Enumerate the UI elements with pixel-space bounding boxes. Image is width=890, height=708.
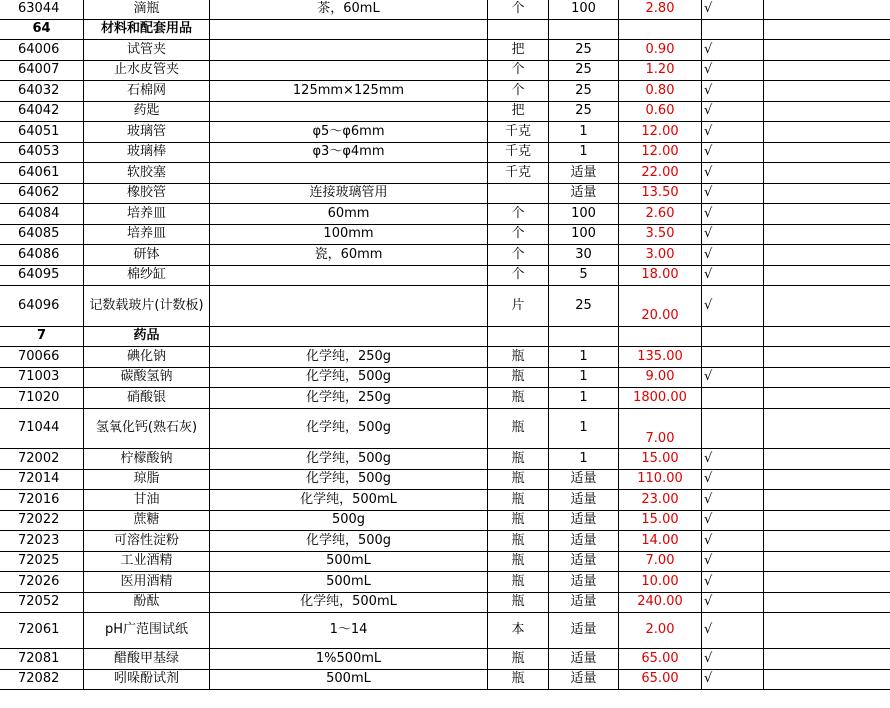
table-row <box>0 449 890 470</box>
item-name-cell: 棉纱缸 <box>84 266 210 286</box>
item-name-cell: pH广范围试纸 <box>84 613 210 648</box>
item-name-cell: 琼脂 <box>84 470 210 490</box>
item-price-cell: 0.80 <box>619 81 702 101</box>
table-row <box>0 266 890 287</box>
item-name-cell: 酚酞 <box>84 593 210 613</box>
table-row <box>0 368 890 389</box>
item-code-cell: 72023 <box>0 531 84 551</box>
item-code-cell: 70066 <box>0 347 84 367</box>
item-spec-cell <box>210 266 488 286</box>
item-unit-cell: 个 <box>488 81 549 101</box>
empty-cell <box>764 225 890 245</box>
item-unit-cell: 千克 <box>488 122 549 142</box>
item-price-cell: 14.00 <box>619 531 702 551</box>
item-check-cell: √ <box>702 368 764 388</box>
item-spec-cell: 化学纯，500mL <box>210 593 488 613</box>
item-unit-cell: 把 <box>488 102 549 122</box>
item-check-cell: √ <box>702 670 764 690</box>
item-price-cell: 240.00 <box>619 593 702 613</box>
empty-cell <box>764 266 890 286</box>
item-unit-cell: 瓶 <box>488 593 549 613</box>
item-name-cell: 玻璃管 <box>84 122 210 142</box>
item-name-cell: 氢氧化钙(熟石灰) <box>84 409 210 449</box>
empty-cell <box>764 552 890 572</box>
item-name-cell: 硝酸银 <box>84 388 210 408</box>
item-unit-cell: 千克 <box>488 143 549 163</box>
item-qty-cell: 适量 <box>549 552 619 572</box>
table-row <box>0 613 890 649</box>
item-name-cell: 石棉网 <box>84 81 210 101</box>
item-unit-cell: 瓶 <box>488 409 549 449</box>
empty-cell <box>764 531 890 551</box>
table-row <box>0 531 890 552</box>
table-row <box>0 409 890 450</box>
item-code-cell: 71044 <box>0 409 84 449</box>
item-name-cell: 研钵 <box>84 245 210 265</box>
item-unit-cell: 瓶 <box>488 368 549 388</box>
item-unit-cell: 个 <box>488 245 549 265</box>
item-code-cell: 72016 <box>0 490 84 510</box>
item-name-cell: 试管夹 <box>84 40 210 60</box>
item-qty-cell: 5 <box>549 266 619 286</box>
item-check-cell: √ <box>702 572 764 592</box>
item-spec-cell: 500g <box>210 511 488 531</box>
item-check-cell: √ <box>702 552 764 572</box>
item-qty-cell: 100 <box>549 225 619 245</box>
item-code-cell: 64042 <box>0 102 84 122</box>
item-name-cell: 记数载玻片(计数板) <box>84 286 210 326</box>
item-unit-cell: 个 <box>488 0 549 19</box>
empty-cell <box>764 245 890 265</box>
table-row <box>0 245 890 266</box>
category-row <box>0 327 890 348</box>
item-name-cell: 培养皿 <box>84 225 210 245</box>
item-spec-cell <box>210 20 488 40</box>
table-row <box>0 163 890 184</box>
item-code-cell: 63044 <box>0 0 84 19</box>
item-unit-cell: 个 <box>488 266 549 286</box>
empty-cell <box>764 0 890 19</box>
item-code-cell: 7 <box>0 327 84 347</box>
item-spec-cell: 化学纯，500g <box>210 449 488 469</box>
table-row <box>0 470 890 491</box>
empty-cell <box>764 163 890 183</box>
item-check-cell: √ <box>702 490 764 510</box>
item-code-cell: 64 <box>0 20 84 40</box>
item-price-cell: 22.00 <box>619 163 702 183</box>
item-price-cell: 110.00 <box>619 470 702 490</box>
item-name-cell: 医用酒精 <box>84 572 210 592</box>
item-qty-cell: 适量 <box>549 572 619 592</box>
table-row <box>0 511 890 532</box>
empty-cell <box>764 613 890 648</box>
item-code-cell: 71003 <box>0 368 84 388</box>
item-unit-cell: 个 <box>488 204 549 224</box>
item-qty-cell: 适量 <box>549 613 619 648</box>
item-name-cell: 甘油 <box>84 490 210 510</box>
item-check-cell <box>702 409 764 449</box>
item-unit-cell: 片 <box>488 286 549 326</box>
item-name-cell: 玻璃棒 <box>84 143 210 163</box>
table-row <box>0 388 890 409</box>
table-row <box>0 490 890 511</box>
table-row <box>0 225 890 246</box>
item-check-cell: √ <box>702 593 764 613</box>
item-name-cell: 吲哚酚试剂 <box>84 670 210 690</box>
item-price-cell: 7.00 <box>619 552 702 572</box>
item-check-cell: √ <box>702 102 764 122</box>
item-name-cell: 药品 <box>84 327 210 347</box>
item-unit-cell: 把 <box>488 40 549 60</box>
table-row <box>0 40 890 61</box>
item-qty-cell: 适量 <box>549 470 619 490</box>
empty-cell <box>764 40 890 60</box>
table-row <box>0 143 890 164</box>
item-price-cell: 18.00 <box>619 266 702 286</box>
empty-cell <box>764 20 890 40</box>
item-code-cell: 64096 <box>0 286 84 326</box>
item-check-cell: √ <box>702 531 764 551</box>
item-qty-cell: 100 <box>549 0 619 19</box>
table-row <box>0 286 890 327</box>
item-qty-cell <box>549 20 619 40</box>
item-name-cell: 工业酒精 <box>84 552 210 572</box>
item-price-cell: 7.00 <box>619 409 702 449</box>
empty-cell <box>764 368 890 388</box>
item-price-cell: 0.60 <box>619 102 702 122</box>
table-row <box>0 122 890 143</box>
item-spec-cell: 化学纯，500mL <box>210 490 488 510</box>
item-qty-cell <box>549 327 619 347</box>
empty-cell <box>764 593 890 613</box>
item-code-cell: 64061 <box>0 163 84 183</box>
item-price-cell: 135.00 <box>619 347 702 367</box>
item-qty-cell: 适量 <box>549 670 619 690</box>
item-name-cell: 材料和配套用品 <box>84 20 210 40</box>
item-code-cell: 72026 <box>0 572 84 592</box>
item-spec-cell: 化学纯，250g <box>210 347 488 367</box>
item-code-cell: 72082 <box>0 670 84 690</box>
item-spec-cell <box>210 40 488 60</box>
table-row <box>0 61 890 82</box>
empty-cell <box>764 184 890 204</box>
category-row <box>0 20 890 41</box>
item-check-cell: √ <box>702 449 764 469</box>
item-spec-cell: 化学纯，500g <box>210 368 488 388</box>
item-check-cell: √ <box>702 81 764 101</box>
item-qty-cell: 25 <box>549 40 619 60</box>
item-price-cell: 10.00 <box>619 572 702 592</box>
item-price-cell: 15.00 <box>619 449 702 469</box>
item-name-cell: 软胶塞 <box>84 163 210 183</box>
item-name-cell: 可溶性淀粉 <box>84 531 210 551</box>
item-price-cell: 12.00 <box>619 143 702 163</box>
item-name-cell: 止水皮管夹 <box>84 61 210 81</box>
empty-cell <box>764 449 890 469</box>
item-unit-cell <box>488 184 549 204</box>
item-spec-cell: 100mm <box>210 225 488 245</box>
item-price-cell: 65.00 <box>619 649 702 669</box>
item-spec-cell: 500mL <box>210 552 488 572</box>
item-code-cell: 72002 <box>0 449 84 469</box>
item-name-cell: 碳酸氢钠 <box>84 368 210 388</box>
item-spec-cell: φ5～φ6mm <box>210 122 488 142</box>
item-code-cell: 64006 <box>0 40 84 60</box>
item-code-cell: 64085 <box>0 225 84 245</box>
item-name-cell: 柠檬酸钠 <box>84 449 210 469</box>
item-qty-cell: 适量 <box>549 490 619 510</box>
item-check-cell: √ <box>702 61 764 81</box>
item-spec-cell: 60mm <box>210 204 488 224</box>
item-spec-cell <box>210 286 488 326</box>
item-price-cell <box>619 327 702 347</box>
item-check-cell: √ <box>702 470 764 490</box>
item-code-cell: 64053 <box>0 143 84 163</box>
item-price-cell: 12.00 <box>619 122 702 142</box>
empty-cell <box>764 649 890 669</box>
item-code-cell: 72025 <box>0 552 84 572</box>
item-unit-cell: 瓶 <box>488 347 549 367</box>
item-price-cell: 2.60 <box>619 204 702 224</box>
item-unit-cell: 本 <box>488 613 549 648</box>
item-qty-cell: 适量 <box>549 593 619 613</box>
item-name-cell: 碘化钠 <box>84 347 210 367</box>
item-check-cell: √ <box>702 286 764 326</box>
item-check-cell: √ <box>702 204 764 224</box>
item-check-cell <box>702 20 764 40</box>
table-row <box>0 593 890 614</box>
item-code-cell: 64007 <box>0 61 84 81</box>
item-spec-cell: 化学纯，500g <box>210 409 488 449</box>
empty-cell <box>764 102 890 122</box>
item-price-cell: 15.00 <box>619 511 702 531</box>
item-qty-cell: 30 <box>549 245 619 265</box>
item-code-cell: 64084 <box>0 204 84 224</box>
table-row <box>0 670 890 691</box>
empty-cell <box>764 572 890 592</box>
item-qty-cell: 适量 <box>549 163 619 183</box>
table-row <box>0 204 890 225</box>
item-code-cell: 64032 <box>0 81 84 101</box>
item-check-cell: √ <box>702 0 764 19</box>
item-spec-cell <box>210 327 488 347</box>
item-spec-cell: 瓷，60mm <box>210 245 488 265</box>
item-spec-cell: 125mm×125mm <box>210 81 488 101</box>
item-qty-cell: 适量 <box>549 649 619 669</box>
item-qty-cell: 适量 <box>549 184 619 204</box>
empty-cell <box>764 81 890 101</box>
item-unit-cell <box>488 20 549 40</box>
item-price-cell <box>619 20 702 40</box>
item-price-cell: 3.50 <box>619 225 702 245</box>
empty-cell <box>764 286 890 326</box>
item-unit-cell: 个 <box>488 225 549 245</box>
item-spec-cell: 500mL <box>210 572 488 592</box>
table-row <box>0 347 890 368</box>
item-unit-cell: 瓶 <box>488 649 549 669</box>
item-check-cell <box>702 347 764 367</box>
item-code-cell: 72052 <box>0 593 84 613</box>
empty-cell <box>764 388 890 408</box>
item-name-cell: 培养皿 <box>84 204 210 224</box>
item-qty-cell: 100 <box>549 204 619 224</box>
item-code-cell: 72022 <box>0 511 84 531</box>
item-check-cell: √ <box>702 266 764 286</box>
table-row <box>0 184 890 205</box>
item-spec-cell: 茶，60mL <box>210 0 488 19</box>
item-check-cell: √ <box>702 40 764 60</box>
empty-cell <box>764 327 890 347</box>
item-code-cell: 72061 <box>0 613 84 648</box>
item-unit-cell: 个 <box>488 61 549 81</box>
item-check-cell: √ <box>702 122 764 142</box>
item-qty-cell: 1 <box>549 143 619 163</box>
empty-cell <box>764 470 890 490</box>
item-price-cell: 13.50 <box>619 184 702 204</box>
item-qty-cell: 适量 <box>549 531 619 551</box>
item-price-cell: 0.90 <box>619 40 702 60</box>
item-unit-cell: 瓶 <box>488 490 549 510</box>
item-spec-cell: 化学纯，250g <box>210 388 488 408</box>
table-row <box>0 649 890 670</box>
item-price-cell: 9.00 <box>619 368 702 388</box>
item-check-cell <box>702 327 764 347</box>
item-qty-cell: 1 <box>549 122 619 142</box>
item-name-cell: 醋酸甲基绿 <box>84 649 210 669</box>
empty-cell <box>764 511 890 531</box>
empty-cell <box>764 61 890 81</box>
table-row <box>0 552 890 573</box>
item-unit-cell: 瓶 <box>488 552 549 572</box>
item-code-cell: 64051 <box>0 122 84 142</box>
item-price-cell: 20.00 <box>619 286 702 326</box>
item-price-cell: 2.00 <box>619 613 702 648</box>
item-qty-cell: 25 <box>549 286 619 326</box>
item-spec-cell <box>210 163 488 183</box>
item-code-cell: 64086 <box>0 245 84 265</box>
item-unit-cell <box>488 327 549 347</box>
item-qty-cell: 1 <box>549 347 619 367</box>
item-price-cell: 1800.00 <box>619 388 702 408</box>
item-unit-cell: 瓶 <box>488 511 549 531</box>
item-price-cell: 3.00 <box>619 245 702 265</box>
item-qty-cell: 1 <box>549 449 619 469</box>
empty-cell <box>764 204 890 224</box>
item-code-cell: 71020 <box>0 388 84 408</box>
item-spec-cell <box>210 61 488 81</box>
item-qty-cell: 1 <box>549 409 619 449</box>
item-unit-cell: 千克 <box>488 163 549 183</box>
item-qty-cell: 适量 <box>549 511 619 531</box>
item-qty-cell: 1 <box>549 388 619 408</box>
item-spec-cell <box>210 102 488 122</box>
empty-cell <box>764 122 890 142</box>
empty-cell <box>764 143 890 163</box>
item-check-cell: √ <box>702 184 764 204</box>
table-row <box>0 81 890 102</box>
item-spec-cell: 化学纯，500g <box>210 470 488 490</box>
empty-cell <box>764 490 890 510</box>
item-code-cell: 64095 <box>0 266 84 286</box>
item-check-cell: √ <box>702 245 764 265</box>
empty-cell <box>764 409 890 449</box>
item-check-cell: √ <box>702 163 764 183</box>
item-spec-cell: 1～14 <box>210 613 488 648</box>
item-price-cell: 23.00 <box>619 490 702 510</box>
item-spec-cell: 1%500mL <box>210 649 488 669</box>
item-spec-cell: φ3～φ4mm <box>210 143 488 163</box>
item-unit-cell: 瓶 <box>488 572 549 592</box>
item-unit-cell: 瓶 <box>488 449 549 469</box>
item-check-cell: √ <box>702 613 764 648</box>
item-check-cell: √ <box>702 143 764 163</box>
item-unit-cell: 瓶 <box>488 388 549 408</box>
item-name-cell: 蔗糖 <box>84 511 210 531</box>
empty-cell <box>764 670 890 690</box>
table-row <box>0 0 890 20</box>
item-unit-cell: 瓶 <box>488 531 549 551</box>
item-code-cell: 64062 <box>0 184 84 204</box>
table-row <box>0 102 890 123</box>
item-price-cell: 1.20 <box>619 61 702 81</box>
item-unit-cell: 瓶 <box>488 470 549 490</box>
item-code-cell: 72081 <box>0 649 84 669</box>
item-qty-cell: 25 <box>549 61 619 81</box>
item-spec-cell: 500mL <box>210 670 488 690</box>
item-spec-cell: 化学纯，500g <box>210 531 488 551</box>
item-name-cell: 药匙 <box>84 102 210 122</box>
item-price-cell: 2.80 <box>619 0 702 19</box>
empty-cell <box>764 347 890 367</box>
item-check-cell: √ <box>702 225 764 245</box>
item-check-cell: √ <box>702 511 764 531</box>
item-qty-cell: 25 <box>549 102 619 122</box>
item-qty-cell: 1 <box>549 368 619 388</box>
table-row <box>0 572 890 593</box>
item-spec-cell: 连接玻璃管用 <box>210 184 488 204</box>
item-qty-cell: 25 <box>549 81 619 101</box>
item-name-cell: 橡胶管 <box>84 184 210 204</box>
item-name-cell: 滴瓶 <box>84 0 210 19</box>
item-unit-cell: 瓶 <box>488 670 549 690</box>
item-code-cell: 72014 <box>0 470 84 490</box>
item-price-cell: 65.00 <box>619 670 702 690</box>
item-check-cell: √ <box>702 649 764 669</box>
item-check-cell <box>702 388 764 408</box>
